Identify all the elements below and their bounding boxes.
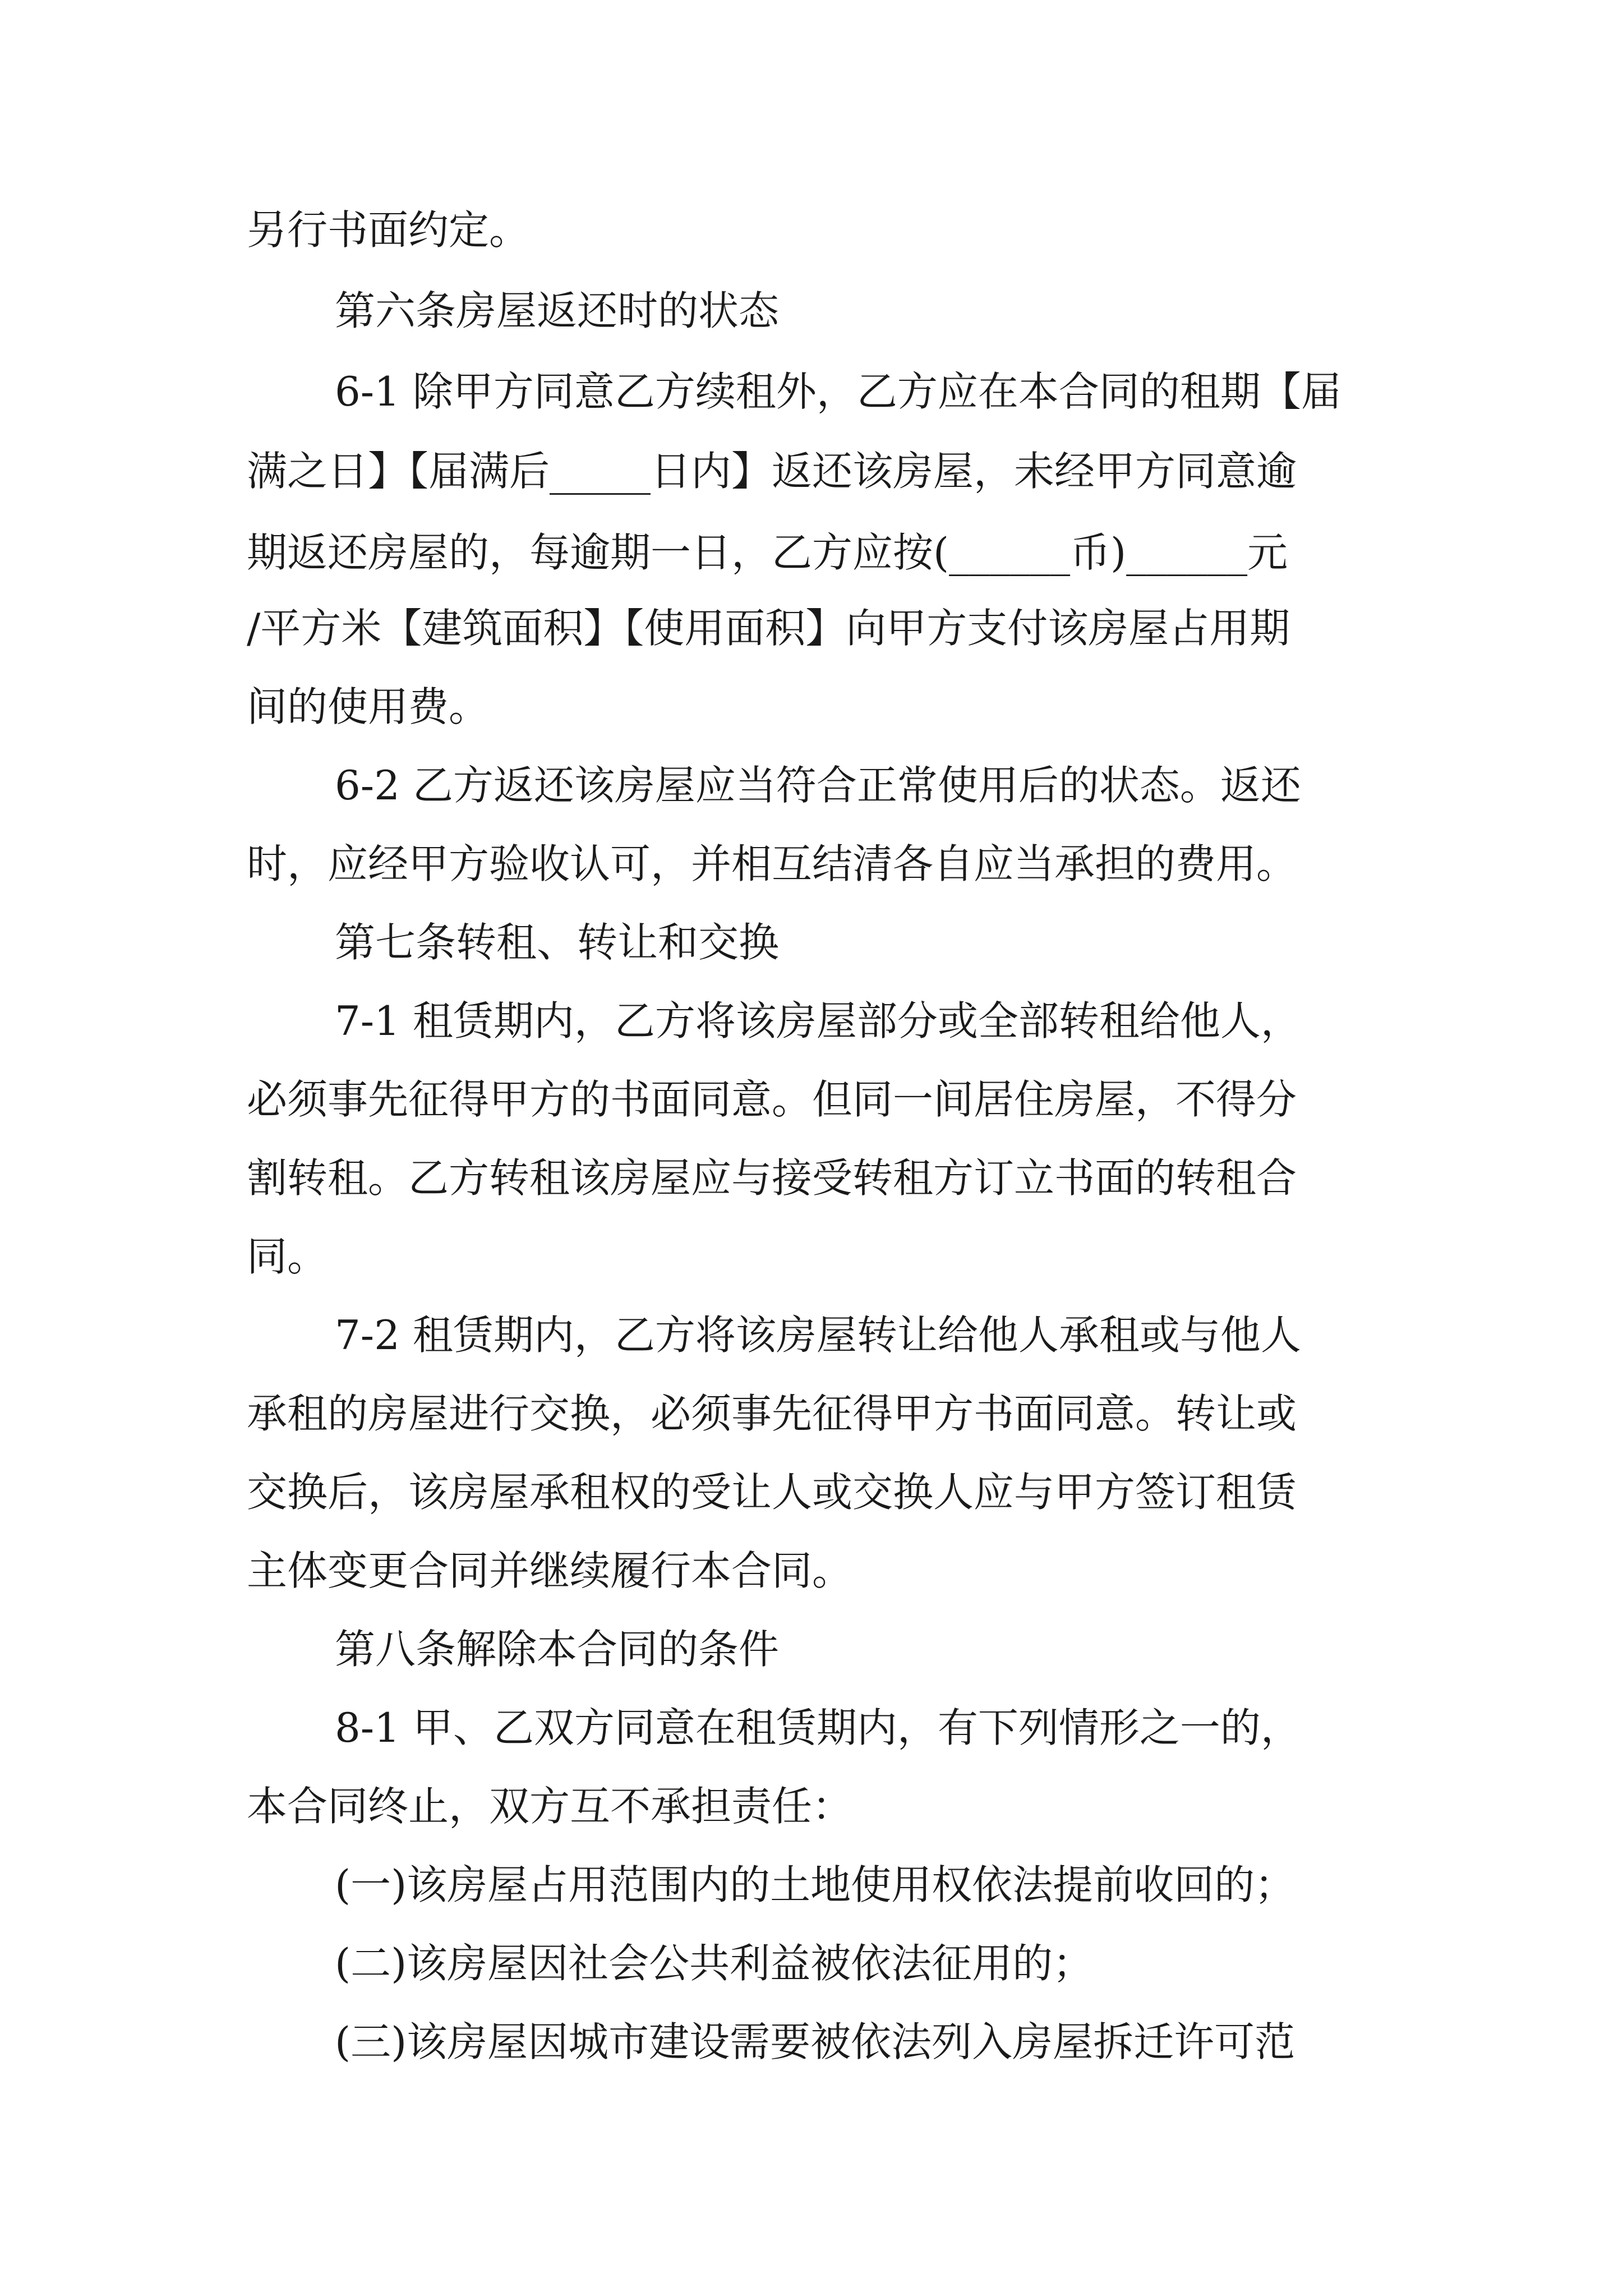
text-line: 6-1 除甲方同意乙方续租外，乙方应在本合同的租期【届 (335, 368, 1341, 415)
text-line: 割转租。乙方转租该房屋应与接受转租方订立书面的转租合 (247, 1154, 1297, 1202)
list-item: (三)该房屋因城市建设需要被依法列入房屋拆迁许可范 (335, 2018, 1295, 2065)
text-line: 必须事先征得甲方的书面同意。但同一间居住房屋，不得分 (247, 1076, 1297, 1123)
text-line: 期返还房屋的，每逾期一日，乙方应按(______币)______元 (247, 529, 1288, 576)
text-line: 间的使用费。 (247, 683, 490, 730)
text-line: /平方米【建筑面积】【使用面积】向甲方支付该房屋占用期 (247, 605, 1290, 652)
text-line: 主体变更合同并继续履行本合同。 (247, 1547, 853, 1594)
section-heading-6: 第六条房屋返还时的状态 (335, 287, 780, 334)
text-line: 6-2 乙方返还该房屋应当符合正常使用后的状态。返还 (335, 762, 1301, 809)
text-line: 承租的房屋进行交换，必须事先征得甲方书面同意。转让或 (247, 1390, 1297, 1437)
text-line: 本合同终止，双方互不承担责任： (247, 1783, 853, 1830)
text-line: 8-1 甲、乙双方同意在租赁期内，有下列情形之一的， (335, 1704, 1301, 1751)
text-line: 满之日】【届满后_____日内】返还该房屋，未经甲方同意逾 (247, 448, 1297, 495)
text-line: 交换后，该房屋承租权的受让人或交换人应与甲方签订租赁 (247, 1469, 1297, 1516)
text-line: 7-1 租赁期内，乙方将该房屋部分或全部转租给他人， (335, 997, 1301, 1045)
text-line: 7-2 租赁期内，乙方将该房屋转让给他人承租或与他人 (335, 1312, 1301, 1359)
text-line: 同。 (247, 1233, 328, 1280)
list-item: (一)该房屋占用范围内的土地使用权依法提前收回的； (335, 1861, 1295, 1908)
section-heading-7: 第七条转租、转让和交换 (335, 919, 780, 966)
text-line: 时，应经甲方验收认可，并相互结清各自应当承担的费用。 (247, 840, 1297, 887)
section-heading-8: 第八条解除本合同的条件 (335, 1626, 780, 1673)
list-item: (二)该房屋因社会公共利益被依法征用的； (335, 1940, 1094, 1987)
text-line: 另行书面约定。 (247, 206, 530, 254)
